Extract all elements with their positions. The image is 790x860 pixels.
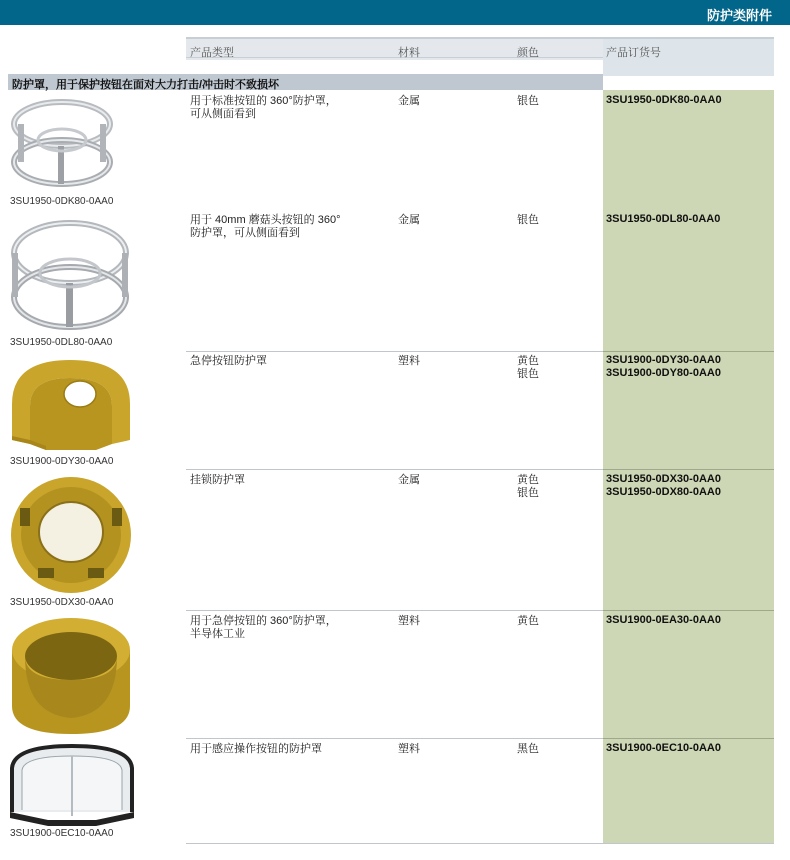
- emergency-stop-guard-360-image: [8, 614, 134, 738]
- order-number: 3SU1950-0DL80-0AA0: [606, 213, 721, 225]
- padlock-guard-image: [8, 474, 134, 596]
- color: 黄色: [517, 355, 539, 367]
- color: 银色: [517, 95, 539, 107]
- mushroom-guard-360-image: [8, 215, 132, 335]
- order-number: 3SU1900-0DY30-0AA0: [606, 354, 721, 366]
- product-type: 用于标准按钮的 360°防护罩，: [190, 95, 337, 107]
- order-number: 3SU1900-0DY80-0AA0: [606, 367, 721, 379]
- product-type: 急停按钮防护罩: [190, 355, 267, 367]
- row-divider: [603, 469, 774, 470]
- material: 金属: [398, 214, 420, 226]
- image-caption: 3SU1900-0DY30-0AA0: [10, 456, 114, 467]
- product-type: 半导体工业: [190, 628, 245, 640]
- order-number: 3SU1950-0DX80-0AA0: [606, 486, 721, 498]
- color: 黄色: [517, 615, 539, 627]
- color: 黑色: [517, 743, 539, 755]
- row-divider: [603, 610, 774, 611]
- col-header-type: 产品类型: [190, 47, 234, 59]
- product-type: 可从侧面看到: [190, 108, 256, 120]
- color: 银色: [517, 214, 539, 226]
- material: 金属: [398, 95, 420, 107]
- order-number: 3SU1950-0DX30-0AA0: [606, 473, 721, 485]
- image-caption: 3SU1950-0DX30-0AA0: [10, 597, 114, 608]
- ring-guard-360-image: [8, 94, 116, 194]
- emergency-stop-guard-image: [8, 354, 134, 454]
- page-title: 防护类附件: [706, 8, 772, 23]
- col-header-material: 材料: [398, 47, 420, 59]
- color: 黄色: [517, 474, 539, 486]
- material: 金属: [398, 474, 420, 486]
- row-divider: [603, 738, 774, 739]
- color: 银色: [517, 368, 539, 380]
- image-caption: 3SU1950-0DL80-0AA0: [10, 337, 113, 348]
- material: 塑料: [398, 355, 420, 367]
- row-divider: [186, 843, 774, 844]
- section-heading: [8, 74, 603, 90]
- col-header-order: 产品订货号: [606, 47, 661, 59]
- product-type: 用于 40mm 蘑菇头按钮的 360°: [190, 214, 341, 226]
- material: 塑料: [398, 615, 420, 627]
- product-type: 用于急停按钮的 360°防护罩，: [190, 615, 337, 627]
- order-number: 3SU1950-0DK80-0AA0: [606, 94, 722, 106]
- product-type: 防护罩，可从侧面看到: [190, 227, 300, 239]
- row-divider: [603, 351, 774, 352]
- header-divider: [186, 57, 603, 58]
- top-banner: [0, 0, 790, 25]
- col-header-color: 颜色: [517, 47, 539, 59]
- section-title: 防护罩，用于保护按钮在面对大力打击/冲击时不致损坏: [12, 79, 280, 91]
- product-type: 挂锁防护罩: [190, 474, 245, 486]
- material: 塑料: [398, 743, 420, 755]
- color: 银色: [517, 487, 539, 499]
- order-column-bg: [603, 90, 774, 843]
- image-caption: 3SU1900-0EC10-0AA0: [10, 828, 114, 839]
- order-number: 3SU1900-0EC10-0AA0: [606, 742, 721, 754]
- image-caption: 3SU1950-0DK80-0AA0: [10, 196, 114, 207]
- product-type: 用于感应操作按钮的防护罩: [190, 743, 322, 755]
- order-number: 3SU1900-0EA30-0AA0: [606, 614, 721, 626]
- sensor-button-guard-image: [8, 740, 136, 826]
